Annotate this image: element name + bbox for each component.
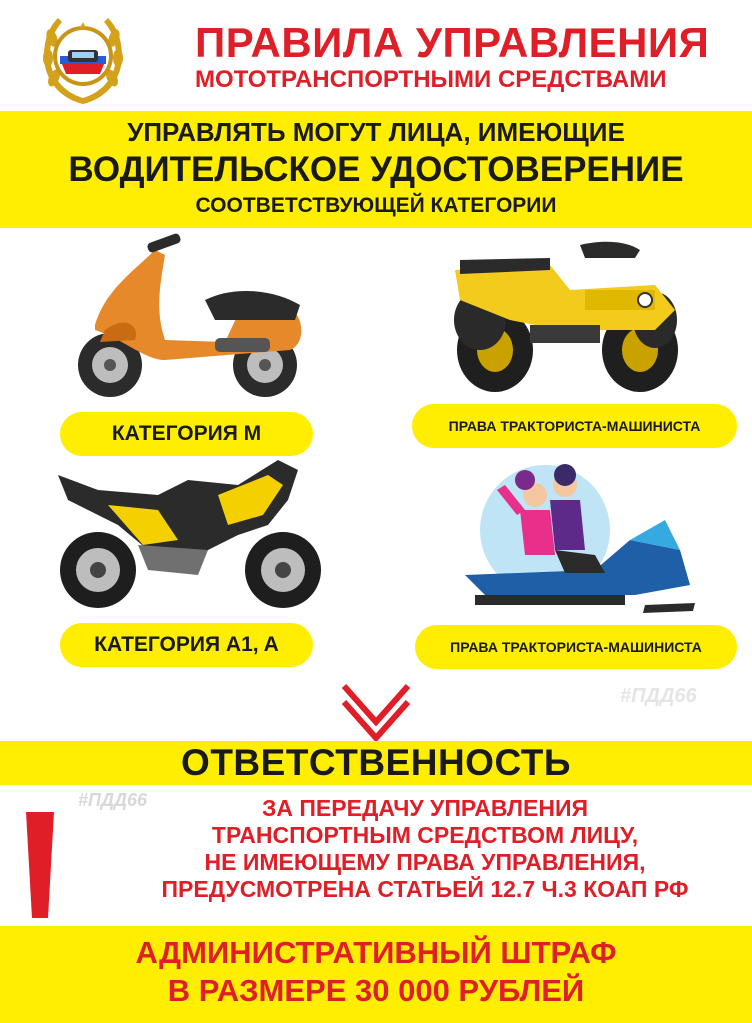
- snowmobile-icon: [455, 455, 700, 620]
- watermark-secondary: #ПДД66: [78, 790, 147, 810]
- responsibility-heading: ОТВЕТСТВЕННОСТЬ: [181, 742, 571, 783]
- responsibility-text: [90, 795, 752, 903]
- watermark: #ПДД66: [620, 685, 697, 707]
- tractor-license-label-2: ПРАВА ТРАКТОРИСТА-МАШИНИСТА: [415, 625, 737, 669]
- category-a1-a-label: КАТЕГОРИЯ A1, A: [60, 623, 313, 667]
- gibdd-emblem-icon: [38, 8, 128, 106]
- page-subtitle: МОТОТРАНСПОРТНЫМИ СРЕДСТВАМИ: [195, 66, 667, 93]
- responsibility-line-3: НЕ ИМЕЮЩЕМУ ПРАВА УПРАВЛЕНИЯ,: [204, 849, 646, 875]
- license-line-1: УПРАВЛЯТЬ МОГУТ ЛИЦА, ИМЕЮЩИЕ: [127, 117, 625, 147]
- fine-line-2: В РАЗМЕРЕ 30 000 РУБЛЕЙ: [167, 973, 585, 1008]
- category-m-label: КАТЕГОРИЯ M: [60, 412, 313, 456]
- atv-icon: [440, 230, 690, 400]
- fine-line-1: АДМИНИСТРАТИВНЫЙ ШТРАФ: [135, 935, 617, 970]
- responsibility-line-2: ТРАНСПОРТНЫМ СРЕДСТВОМ ЛИЦУ,: [211, 822, 639, 848]
- chevron-down-icon: [340, 682, 412, 742]
- page-title: ПРАВИЛА УПРАВЛЕНИЯ: [195, 19, 710, 66]
- license-line-3: СООТВЕТСТВУЮЩЕЙ КАТЕГОРИИ: [195, 194, 557, 217]
- responsibility-line-4: ПРЕДУСМОТРЕНА СТАТЬЕЙ 12.7 Ч.3 КОАП РФ: [161, 876, 689, 902]
- responsibility-line-1: ЗА ПЕРЕДАЧУ УПРАВЛЕНИЯ: [261, 795, 589, 821]
- tractor-license-label-1: ПРАВА ТРАКТОРИСТА-МАШИНИСТА: [412, 404, 737, 448]
- motorcycle-icon: [48, 455, 328, 615]
- scooter-icon: [65, 230, 315, 405]
- license-line-2: ВОДИТЕЛЬСКОЕ УДОСТОВЕРЕНИЕ: [68, 150, 684, 189]
